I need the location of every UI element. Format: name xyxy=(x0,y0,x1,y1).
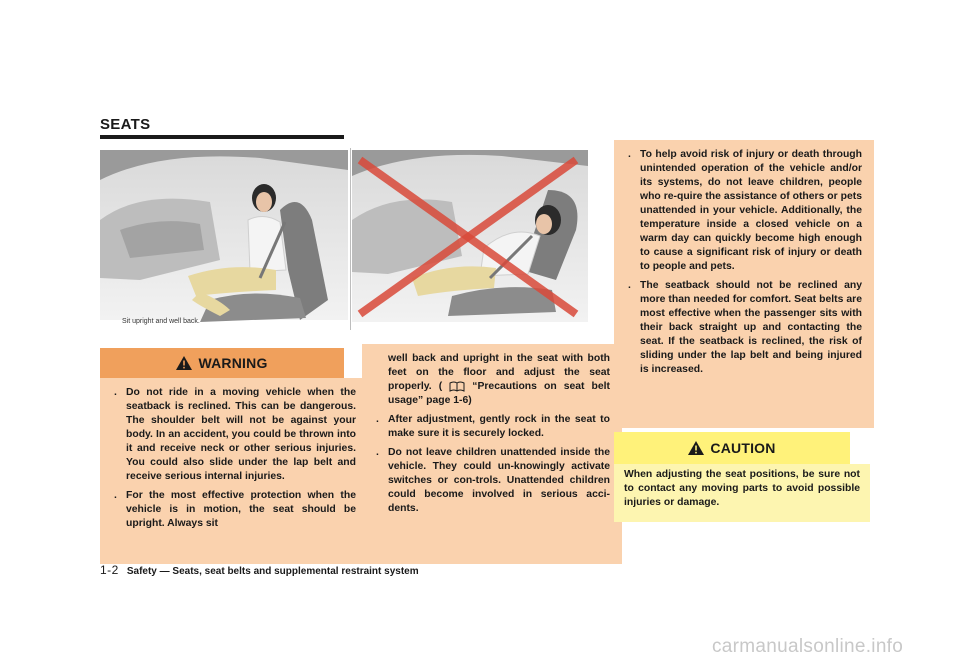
warning-item-2: For the most effective protection when the vehicle is in motion, the seat should be upright. Always sit xyxy=(126,490,356,529)
caution-triangle-icon xyxy=(688,441,704,455)
caution-header xyxy=(614,432,850,464)
warning-triangle-icon xyxy=(176,356,192,370)
list-item: . For the most effective protection when the vehicle is in motion, the seat should be upright. Always sit xyxy=(114,490,356,529)
list-item: . The seatback should not be reclined any more than needed for comfort. Seat belts are most effective when the passenger sits with their back straight up and contacting the seat. If the seatback is reclined, the risk of sliding under the lap belt and being injured is increased. xyxy=(628,280,862,375)
warning-body xyxy=(100,378,368,564)
warning-continuation-text xyxy=(374,352,610,408)
list-item: . Do not leave children unattended inside the vehicle. They could un-knowingly activate switches or con-trols. Unattended children could become involved in serious acci-dents. xyxy=(376,447,610,514)
warning-item-4: Do not leave children unattended inside the vehicle. They could un-knowingly activate switches or con-trols. Unattended children could become involved in serious acci-dents. xyxy=(388,447,610,514)
caution-label: CAUTION xyxy=(710,440,776,456)
warning-item-3: After adjustment, gently rock in the seat to make sure it is securely locked. xyxy=(388,414,610,439)
chapter-title: Safety — Seats, seat belts and supplemental restraint system xyxy=(126,566,419,577)
warning-continuation xyxy=(362,344,622,564)
list-item: . After adjustment, gently rock in the seat to make sure it is securely locked. xyxy=(376,414,610,439)
figure-divider xyxy=(350,148,351,330)
reference-book-icon xyxy=(449,381,465,392)
ref-open: ( xyxy=(438,381,443,392)
page-footer xyxy=(100,563,419,577)
right-item-1: To help avoid risk of injury or death through unintended operation of the vehicle and/or its systems, do not leave children, people who re-quire the assistance of others or pets unattended in your vehicle. Additionally, the temperature inside a closed vehicle on a warm day can quickly become high enough to cause a significant risk of injury or death to people and pets. xyxy=(640,149,862,272)
figure-caption: Sit upright and well back. xyxy=(122,318,200,325)
watermark: carmanualsonline.info xyxy=(712,636,904,657)
right-warning-panel xyxy=(614,140,874,428)
warning-label: WARNING xyxy=(198,355,268,371)
section-title: SEATS xyxy=(100,116,151,133)
page-number: 1-2 xyxy=(100,563,119,577)
reference-link[interactable]: “Precautions on seat belt usage” page 1-6) xyxy=(388,381,610,406)
figure-upright-seating xyxy=(100,150,348,338)
right-item-2: The seatback should not be reclined any more than needed for comfort. Seat belts are most effective when the passenger sits with their back straight up and contacting the seat. If the seatback is reclined, the risk of sliding under the lap belt and being injured is increased. xyxy=(640,280,862,375)
list-item: . To help avoid risk of injury or death through unintended operation of the vehicle and/or its systems, do not leave children, people who re-quire the assistance of others or pets unattended in your vehicle. Additionally, the temperature inside a closed vehicle on a warm day can quickly become high enough to cause a significant risk of injury or death to people and pets. xyxy=(628,149,862,272)
list-item: . Do not ride in a moving vehicle when the seatback is reclined. This can be dangerous. The shoulder belt will not be against your body. In an accident, you could be thrown into it and receive neck or other serious injuries. You could also slide under the lap belt and receive serious internal injuries. xyxy=(114,387,356,482)
title-rule xyxy=(100,135,344,139)
warning-item-1: Do not ride in a moving vehicle when the seatback is reclined. This can be dangerous. The shoulder belt will not be against your body. In an accident, you could be thrown into it and receive neck or other serious injuries. You could also slide under the lap belt and receive serious internal injuries. xyxy=(126,387,356,482)
warning-header xyxy=(100,348,344,378)
figure-reclined-seating xyxy=(352,150,588,322)
caution-body: When adjusting the seat positions, be sure not to contact any moving parts to avoid possible injuries or damage. xyxy=(614,464,870,522)
continuation-text: well back and upright in the seat with both feet on the floor and adjust the seat properly. xyxy=(388,353,610,392)
